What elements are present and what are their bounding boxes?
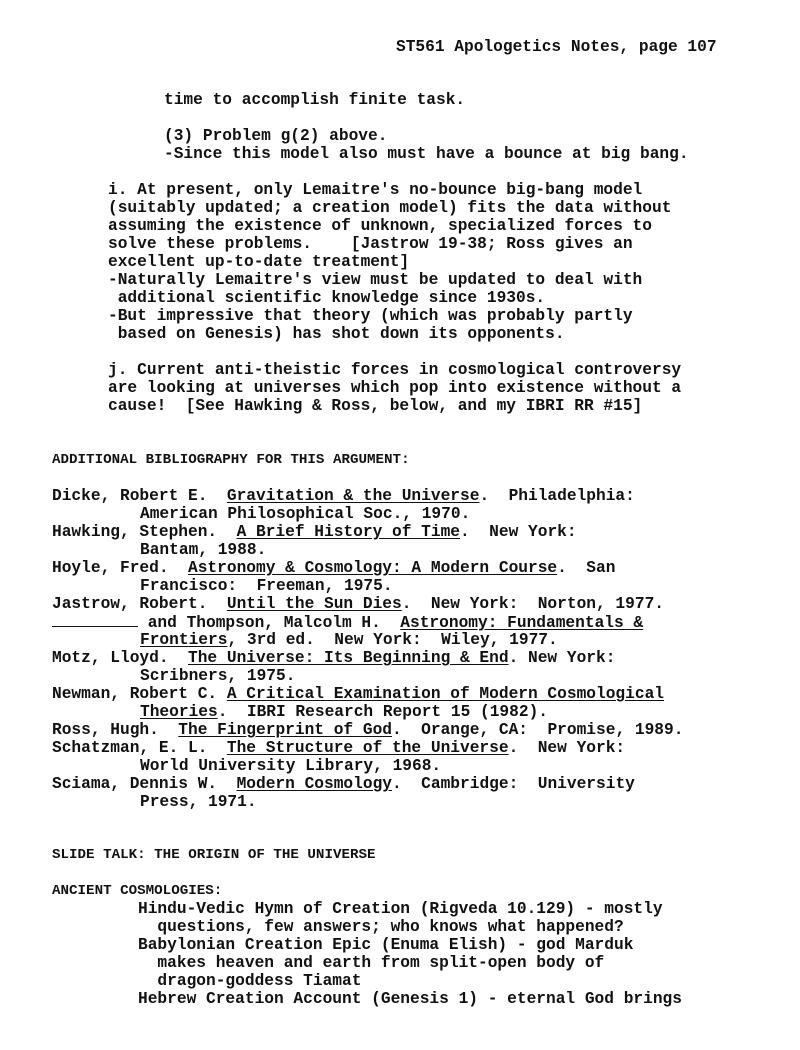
text-line: makes heaven and earth from split-open body of bbox=[138, 954, 605, 972]
bib-publisher: . Philadelphia: bbox=[479, 487, 635, 505]
bib-title: A Brief History of Time bbox=[236, 523, 461, 541]
bib-publisher: . New York: bbox=[508, 649, 616, 667]
bib-entry-cont bbox=[140, 631, 558, 649]
bib-entry bbox=[52, 685, 664, 703]
bib-author: Ross, Hugh. bbox=[52, 721, 179, 739]
bib-title: The Universe: Its Beginning & End bbox=[188, 649, 509, 667]
bib-publisher: . New York: bbox=[508, 739, 626, 757]
ancient-cosmologies-heading: ANCIENT COSMOLOGIES: bbox=[52, 883, 223, 899]
text-line: based on Genesis) has shot down its opponents. bbox=[108, 325, 565, 343]
text-line: -Naturally Lemaitre's view must be updated to deal with bbox=[108, 271, 643, 289]
bib-entry bbox=[52, 721, 683, 739]
bib-title: A Critical Examination of Modern Cosmological bbox=[226, 685, 664, 703]
bib-title: Gravitation & the Universe bbox=[226, 487, 480, 505]
text-line: (suitably updated; a creation model) fits the data without bbox=[108, 199, 672, 217]
bib-entry bbox=[52, 739, 625, 757]
bib-entry-cont: Press, 1971. bbox=[140, 793, 257, 811]
text-line: Babylonian Creation Epic (Enuma Elish) - god Marduk bbox=[138, 936, 634, 954]
bib-author: Dicke, Robert E. bbox=[52, 487, 227, 505]
bib-publisher: . Cambridge: University bbox=[392, 775, 635, 793]
text-line: dragon-goddess Tiamat bbox=[138, 972, 362, 990]
bib-title: Until the Sun Dies bbox=[226, 595, 402, 613]
bib-title: Astronomy & Cosmology: A Modern Course bbox=[188, 559, 558, 577]
text-line: assuming the existence of unknown, specialized forces to bbox=[108, 217, 652, 235]
bib-author: Hoyle, Fred. bbox=[52, 559, 188, 577]
bib-publisher: . New York: Norton, 1977. bbox=[401, 595, 664, 613]
bib-publisher: . Orange, CA: Promise, 1989. bbox=[392, 721, 684, 739]
bib-author: Jastrow, Robert. bbox=[52, 595, 227, 613]
bib-entry-cont: Scribners, 1975. bbox=[140, 667, 296, 685]
bib-publisher: . New York: bbox=[460, 523, 577, 541]
bib-entry bbox=[52, 487, 635, 505]
slide-talk-heading: SLIDE TALK: THE ORIGIN OF THE UNIVERSE bbox=[52, 847, 376, 863]
text-line: j. Current anti-theistic forces in cosmological controversy bbox=[108, 361, 682, 379]
text-line: -Since this model also must have a bounce at big bang. bbox=[164, 145, 689, 163]
bib-publisher: . IBRI Research Report 15 (1982). bbox=[217, 703, 548, 721]
bib-entry bbox=[52, 595, 664, 613]
bib-entry-cont: Francisco: Freeman, 1975. bbox=[140, 577, 393, 595]
bib-title: Modern Cosmology bbox=[236, 775, 393, 793]
text-line: are looking at universes which pop into existence without a bbox=[108, 379, 682, 397]
bib-title: The Structure of the Universe bbox=[226, 739, 509, 757]
bibliography-heading: ADDITIONAL BIBLIOGRAPHY FOR THIS ARGUMENT: bbox=[52, 452, 410, 468]
text-line: Hindu-Vedic Hymn of Creation (Rigveda 10.129) - mostly bbox=[138, 900, 663, 918]
bib-author: Newman, Robert C. bbox=[52, 685, 227, 703]
bib-author: Schatzman, E. L. bbox=[52, 739, 227, 757]
bib-author: Hawking, Stephen. bbox=[52, 523, 237, 541]
bib-entry bbox=[52, 523, 577, 541]
text-line: additional scientific knowledge since 1930s. bbox=[108, 289, 546, 307]
bib-title: Frontiers bbox=[140, 631, 228, 649]
bib-title: Astronomy: Fundamentals & bbox=[400, 614, 644, 632]
text-line: i. At present, only Lemaitre's no-bounce big-bang model bbox=[108, 181, 643, 199]
page-header: ST561 Apologetics Notes, page 107 bbox=[396, 38, 717, 56]
bib-publisher: , 3rd ed. New York: Wiley, 1977. bbox=[227, 631, 558, 649]
text-line: Hebrew Creation Account (Genesis 1) - eternal God brings bbox=[138, 990, 682, 1008]
bib-publisher: . San bbox=[557, 559, 616, 577]
bib-author: Sciama, Dennis W. bbox=[52, 775, 237, 793]
bib-entry bbox=[52, 649, 615, 667]
ditto-rule bbox=[52, 613, 138, 627]
bib-entry-cont: World University Library, 1968. bbox=[140, 757, 442, 775]
bib-title: The Fingerprint of God bbox=[178, 721, 393, 739]
bib-entry-cont: Bantam, 1988. bbox=[140, 541, 267, 559]
bib-entry bbox=[52, 775, 635, 793]
bib-entry-cont bbox=[140, 703, 548, 721]
text-line: time to accomplish finite task. bbox=[164, 91, 466, 109]
text-line: cause! [See Hawking & Ross, below, and my IBRI RR #15] bbox=[108, 397, 643, 415]
text-line: questions, few answers; who knows what happened? bbox=[138, 918, 624, 936]
bib-entry bbox=[52, 613, 643, 631]
bib-author: Motz, Lloyd. bbox=[52, 649, 188, 667]
text-line: excellent up-to-date treatment] bbox=[108, 253, 410, 271]
bib-entry bbox=[52, 559, 615, 577]
bib-entry-cont: American Philosophical Soc., 1970. bbox=[140, 505, 471, 523]
bib-title: Theories bbox=[140, 703, 218, 721]
text-line: (3) Problem g(2) above. bbox=[164, 127, 388, 145]
text-line: solve these problems. [Jastrow 19-38; Ross gives an bbox=[108, 235, 633, 253]
bib-author: and Thompson, Malcolm H. bbox=[138, 614, 401, 632]
text-line: -But impressive that theory (which was probably partly bbox=[108, 307, 633, 325]
